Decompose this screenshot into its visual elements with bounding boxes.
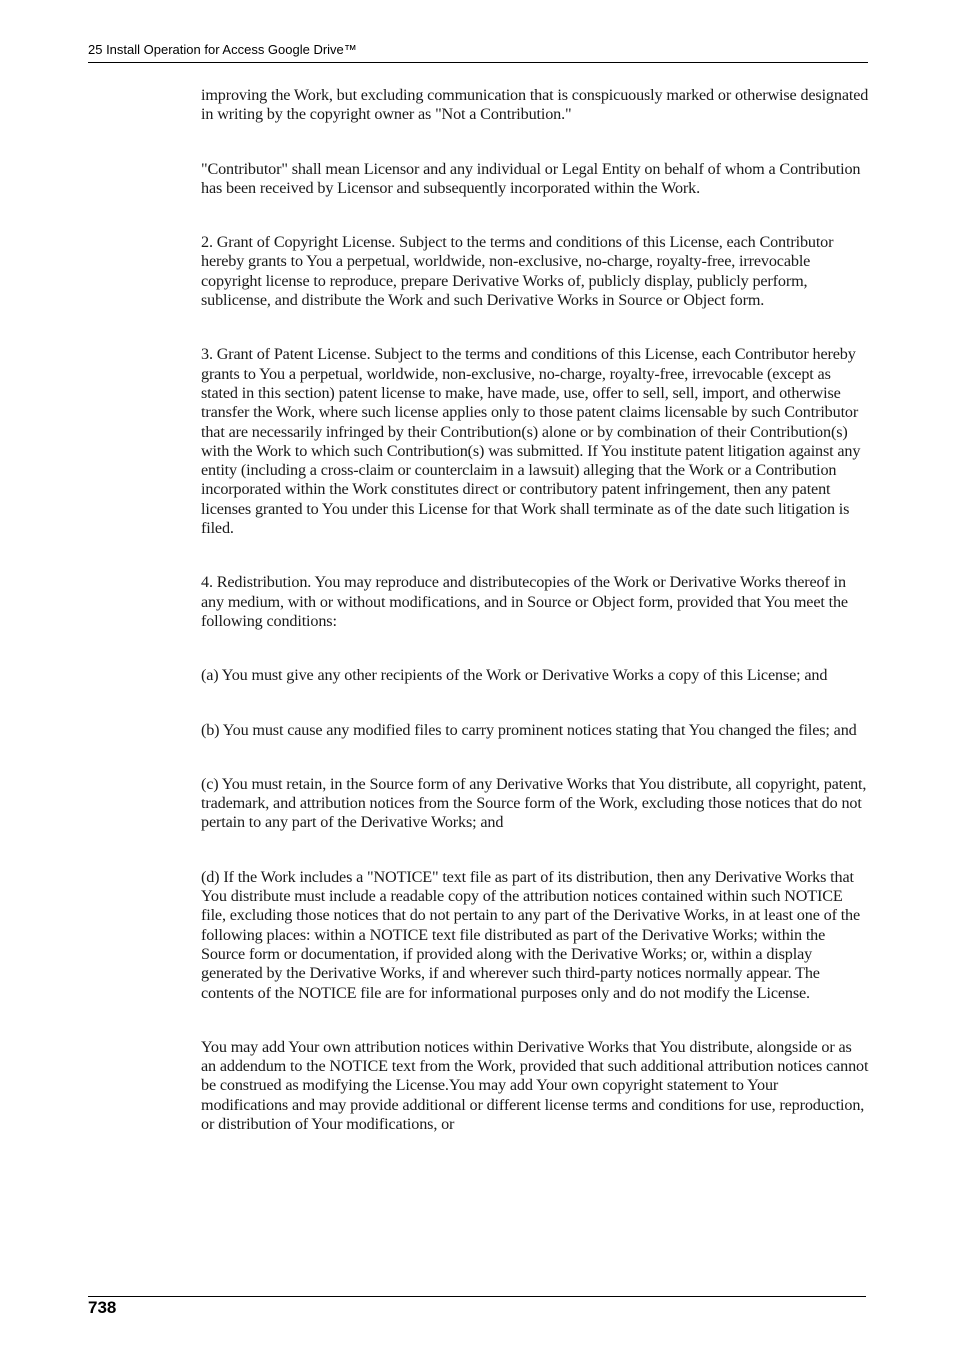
- paragraph-condition-c: (c) You must retain, in the Source form of any Derivative Works that You distribute, all copyright, patent, trademark, and attribution notices from the Source form of the Work, excluding those notices that do not pertain to any part of the Derivative Works; and: [201, 774, 867, 832]
- page-header: [88, 40, 868, 63]
- paragraph-condition-b: (b) You must cause any modified files to carry prominent notices stating that You changed the files; and: [201, 720, 857, 739]
- paragraph-copyright-license: 2. Grant of Copyright License. Subject to the terms and conditions of this License, each Contributor hereby grants to You a perpetual, worldwide, non-exclusive, no-charge, royalty-free, irrevocable copyright license to reproduce, prepare Derivative Works of, publicly display, publicly perform, sublicense, and distribute the Work and such Derivative Works in Source or Object form.: [201, 233, 834, 310]
- page-number: 738: [88, 1298, 117, 1317]
- paragraph-patent-license: 3. Grant of Patent License. Subject to the terms and conditions of this License, each Contributor hereby grants to You a perpetual, worldwide, non-exclusive, no-charge, royalty-free, irrevocable (except as stated in this section) patent license to make, have made, use, offer to sell, sell, import, and otherwise transfer the Work, where such license applies only to those patent claims licensable by such Contributor that are necessarily infringed by their Contribution(s) alone or by combination of their Contribution(s) with the Work to which such Contribution(s) was submitted. If You institute patent litigation against any entity (including a cross-claim or counterclaim in a lawsuit) alleging that the Work or a Contribution incorporated within the Work constitutes direct or contributory patent infringement, then any patent licenses granted to You under this License for that Work shall terminate as of the date such litigation is filed.: [201, 345, 861, 538]
- paragraph-condition-a: (a) You must give any other recipients of the Work or Derivative Works a copy of this License; and: [201, 666, 828, 685]
- paragraph-contribution-end: improving the Work, but excluding communication that is conspicuously marked or otherwise designated in writing by the copyright owner as "Not a Contribution.": [201, 86, 869, 124]
- chapter-title: 25 Install Operation for Access Google Drive™: [88, 42, 357, 57]
- paragraph-condition-d: (d) If the Work includes a "NOTICE" text file as part of its distribution, then any Derivative Works that You distribute must include a readable copy of the attribution notices contained within such NOTICE file, excluding those notices that do not pertain to any part of the Derivative Works, in at least one of the following places: within a NOTICE text file distributed as part of the Derivative Works; within the Source form or documentation, if provided along with the Derivative Works; or, within a display generated by the Derivative Works, if and wherever such third-party notices normally appear. The contents of the NOTICE file are for informational purposes only and do not modify the License.: [201, 867, 861, 1002]
- footer-divider: [88, 1296, 866, 1297]
- paragraph-attribution-notices: You may add Your own attribution notices within Derivative Works that You distribute, alongside or as an addendum to the NOTICE text from the Work, provided that such additional attribution notices cannot be construed as modifying the License.You may add Your own copyright statement to Your modifications and may provide additional or different license terms and conditions for use, reproduction, or distribution of Your modifications, or: [201, 1037, 869, 1133]
- paragraph-redistribution: 4. Redistribution. You may reproduce and distributecopies of the Work or Derivative Works thereof in any medium, with or without modifications, and in Source or Object form, provided that You meet the following conditions:: [201, 573, 848, 630]
- paragraph-contributor-definition: "Contributor" shall mean Licensor and any individual or Legal Entity on behalf of whom a Contribution has been received by Licensor and subsequently incorporated within the Work.: [201, 159, 861, 197]
- body-text: [201, 86, 869, 1169]
